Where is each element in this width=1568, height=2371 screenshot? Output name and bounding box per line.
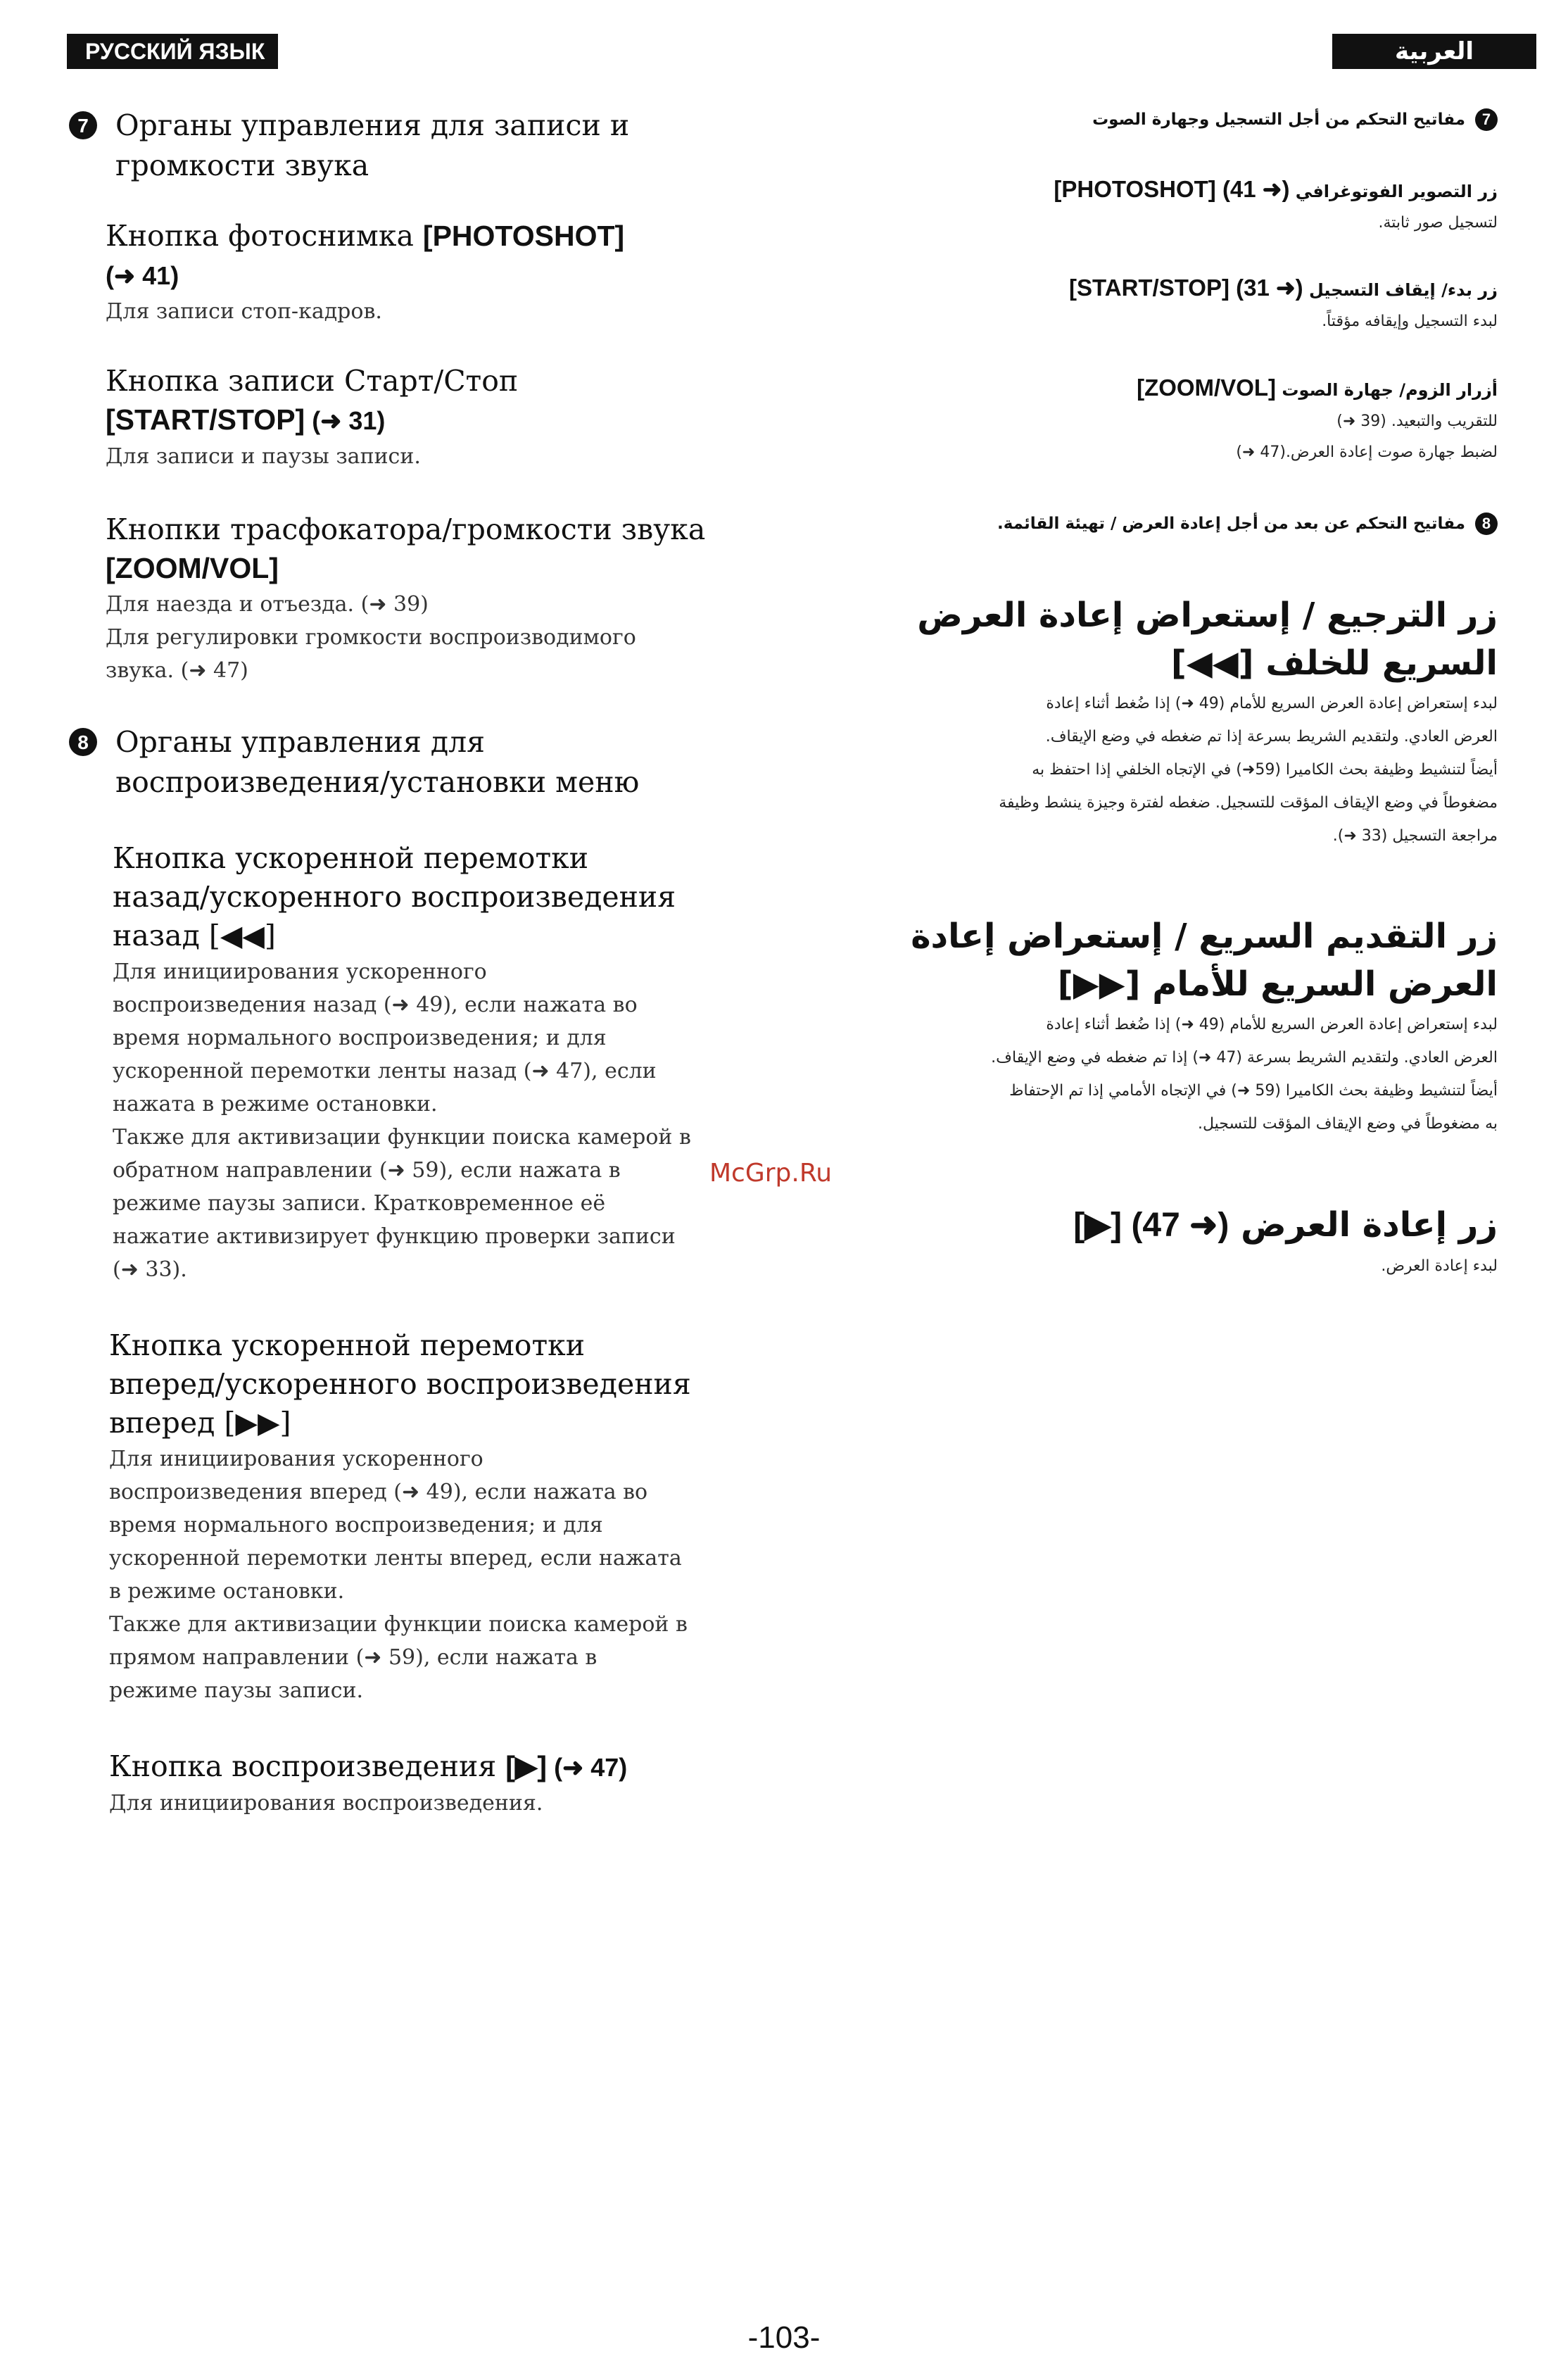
title-text: زر إعادة العرض xyxy=(1229,1205,1498,1245)
item-desc-line: Для инициирования ускоренного xyxy=(113,960,487,984)
item-title xyxy=(787,272,1498,306)
item-desc-line: به مضغوطاً في وضع الإيقاف المؤقت للتسجيل. xyxy=(1198,1115,1498,1133)
item-title xyxy=(106,401,753,440)
item-desc-line: العرض العادي. ولتقديم الشريط بسرعة (47 ➜) إذا تم ضغطه في وضع الإيقاف. xyxy=(991,1049,1498,1067)
ru-section-7-heading xyxy=(69,106,759,186)
title-bold: [PHOTOSHOT] xyxy=(422,220,625,252)
item-title: Кнопки трасфокатора/громкости звука xyxy=(106,512,706,546)
item-title: Кнопка ускоренной перемотки xyxy=(109,1328,586,1362)
item-title: назад [◀◀] xyxy=(113,919,276,952)
item-desc-line: режиме паузы записи. xyxy=(109,1678,364,1703)
item-desc-line: обратном направлении (➜ 59), если нажата в xyxy=(113,1158,621,1183)
item-desc-line: Для записи и паузы записи. xyxy=(106,444,421,469)
item-title xyxy=(787,173,1498,208)
item-title xyxy=(106,217,753,256)
item-desc-line: воспроизведения назад (➜ 49), если нажата во xyxy=(113,993,638,1017)
ru-play-item xyxy=(109,1747,757,1820)
section-title-line: Органы управления для записи и xyxy=(115,108,630,142)
item-desc-line: Для записи стоп-кадров. xyxy=(106,299,382,324)
title-bold: [ZOOM/VOL] xyxy=(106,552,279,584)
page-reference: (➜ 31) xyxy=(305,406,386,435)
item-desc-line: مضغوطاً في وضع الإيقاف المؤقت للتسجيل. ضغطه لفترة وجيزة ينشط وظيفة xyxy=(999,794,1498,812)
title-text: Кнопка воспроизведения xyxy=(109,1749,506,1783)
ar-section-7-heading xyxy=(787,106,1498,134)
ar-photoshot-item xyxy=(787,173,1498,239)
title-text: زر بدء/ إيقاف التسجيل xyxy=(1303,280,1498,300)
item-desc-line: время нормального воспроизведения; и для xyxy=(113,1026,607,1050)
title-text: زر التصوير الفوتوغرافي xyxy=(1289,182,1498,201)
item-desc-line: مراجعة التسجيل (33 ➜). xyxy=(1332,827,1498,845)
section-number-badge: 8 xyxy=(1475,512,1498,535)
item-title xyxy=(109,1747,757,1787)
watermark: McGrp.Ru xyxy=(709,1159,833,1188)
ar-start-stop-item xyxy=(787,272,1498,337)
ar-fast-forward-item xyxy=(787,912,1498,1140)
item-desc-line: Для инициирования ускоренного xyxy=(109,1447,483,1471)
section-number-badge: 8 xyxy=(69,728,97,756)
item-desc-line: لبدء التسجيل وإيقافه مؤقتاً. xyxy=(1322,313,1498,330)
section-number-badge: 7 xyxy=(69,111,97,139)
ru-photoshot-item xyxy=(106,217,753,328)
item-desc-line: أيضاً لتنشيط وظيفة بحث الكاميرا (59 ➜) في الإتجاه الأمامي إذا تم الإحتفاظ xyxy=(1009,1082,1498,1100)
item-desc-line: нажатие активизирует функцию проверки записи xyxy=(113,1224,676,1249)
item-title: Кнопка ускоренной перемотки xyxy=(113,841,589,875)
item-title: زر الترجيع / إستعراض إعادة العرض xyxy=(917,596,1498,635)
ar-zoom-vol-item xyxy=(787,372,1498,468)
item-desc-line: ускоренной перемотки ленты вперед, если нажата xyxy=(109,1546,682,1571)
item-desc-line: لبدء إستعراض إعادة العرض السريع للأمام (49 ➜) إذا ضُغط أثناء إعادة xyxy=(1046,695,1498,712)
item-desc-line: لضبط جهارة صوت إعادة العرض.(47 ➜) xyxy=(1236,444,1498,461)
ru-fast-forward-item xyxy=(109,1326,757,1707)
ar-play-item xyxy=(787,1201,1498,1283)
item-title: Кнопка записи Старт/Стоп xyxy=(106,364,519,398)
ru-zoom-vol-item xyxy=(106,510,753,687)
item-desc-line: Для инициирования воспроизведения. xyxy=(109,1791,543,1816)
item-title xyxy=(787,372,1498,406)
item-desc-line: режиме паузы записи. Кратковременное её xyxy=(113,1191,606,1216)
item-title: زر التقديم السريع / إستعراض إعادة xyxy=(911,917,1498,956)
item-desc-line: Также для активизации функции поиска камерой в xyxy=(109,1612,688,1637)
ru-section-8-heading xyxy=(69,722,759,803)
section-number-badge: 7 xyxy=(1475,108,1498,131)
title-latin: [ZOOM/VOL] xyxy=(1137,375,1277,401)
item-title xyxy=(787,1201,1498,1250)
title-text: Кнопка фотоснимка xyxy=(106,219,423,253)
title-bold: [START/STOP] xyxy=(106,403,305,436)
item-desc-line: (➜ 33). xyxy=(113,1257,187,1282)
item-title: السريع للخلف [◀◀] xyxy=(1170,643,1498,683)
item-desc-line: воспроизведения вперед (➜ 49), если нажата во xyxy=(109,1480,648,1504)
item-desc-line: прямом направлении (➜ 59), если нажата в xyxy=(109,1645,598,1670)
item-title-ref xyxy=(106,256,753,295)
item-desc-line: للتقريب والتبعيد. (39 ➜) xyxy=(1336,413,1498,430)
ru-rewind-item xyxy=(113,839,760,1286)
item-title xyxy=(106,549,753,588)
page-number: -103- xyxy=(747,2320,821,2355)
item-desc-line: لتسجيل صور ثابتة. xyxy=(1378,214,1498,232)
item-desc-line: звука. (➜ 47) xyxy=(106,658,248,683)
section-title: مفاتيح التحكم عن بعد من أجل إعادة العرض / تهيئة القائمة. xyxy=(997,515,1465,533)
item-desc-line: Для наезда и отъезда. (➜ 39) xyxy=(106,592,429,617)
item-title: вперед [▶▶] xyxy=(109,1406,291,1440)
ru-start-stop-item xyxy=(106,362,753,473)
section-title-line: Органы управления для xyxy=(115,725,486,759)
arabic-language-tab: العربية xyxy=(1332,34,1536,69)
item-desc-line: لبدء إستعراض إعادة العرض السريع للأمام (49 ➜) إذا ضُغط أثناء إعادة xyxy=(1046,1016,1498,1033)
item-desc-line: لبدء إعادة العرض. xyxy=(1381,1257,1498,1275)
title-text: أزرار الزوم/ جهارة الصوت xyxy=(1276,380,1498,400)
ar-section-8-heading xyxy=(787,510,1498,538)
russian-language-tab: РУССКИЙ ЯЗЫК xyxy=(67,34,278,69)
title-latin: [PHOTOSHOT] (41 ➜) xyxy=(1054,176,1290,202)
section-title-line: воспроизведения/установки меню xyxy=(115,765,640,799)
item-desc-line: Также для активизации функции поиска камерой в xyxy=(113,1125,691,1150)
item-title: вперед/ускоренного воспроизведения xyxy=(109,1367,691,1401)
item-title: назад/ускоренного воспроизведения xyxy=(113,880,676,914)
item-desc-line: ускоренной перемотки ленты назад (➜ 47), если xyxy=(113,1059,657,1083)
section-title-line: громкости звука xyxy=(115,149,369,182)
item-desc-line: в режиме остановки. xyxy=(109,1579,345,1604)
item-desc-line: العرض العادي. ولتقديم الشريط بسرعة إذا تم ضغطه في وضع الإيقاف. xyxy=(1045,728,1498,746)
item-desc-line: время нормального воспроизведения; и для xyxy=(109,1513,603,1537)
ar-rewind-item xyxy=(787,591,1498,853)
page-reference: (➜ 41) xyxy=(106,261,179,290)
item-title: العرض السريع للأمام [▶▶] xyxy=(1057,964,1498,1004)
section-title: مفاتيح التحكم من أجل التسجيل وجهارة الصوت xyxy=(1092,111,1465,129)
item-desc-line: Для регулировки громкости воспроизводимого xyxy=(106,625,636,650)
page-reference: (➜ 47) xyxy=(547,1753,628,1782)
item-desc-line: أيضاً لتنشيط وظيفة بحث الكاميرا (59➜) في الإتجاه الخلفي إذا احتفظ به xyxy=(1032,761,1498,779)
title-bold: [▶] xyxy=(505,1750,548,1782)
title-latin: [START/STOP] (31 ➜) xyxy=(1069,275,1303,301)
item-desc-line: нажата в режиме остановки. xyxy=(113,1092,438,1117)
title-latin: [▶] (47 ➜) xyxy=(1073,1207,1229,1244)
